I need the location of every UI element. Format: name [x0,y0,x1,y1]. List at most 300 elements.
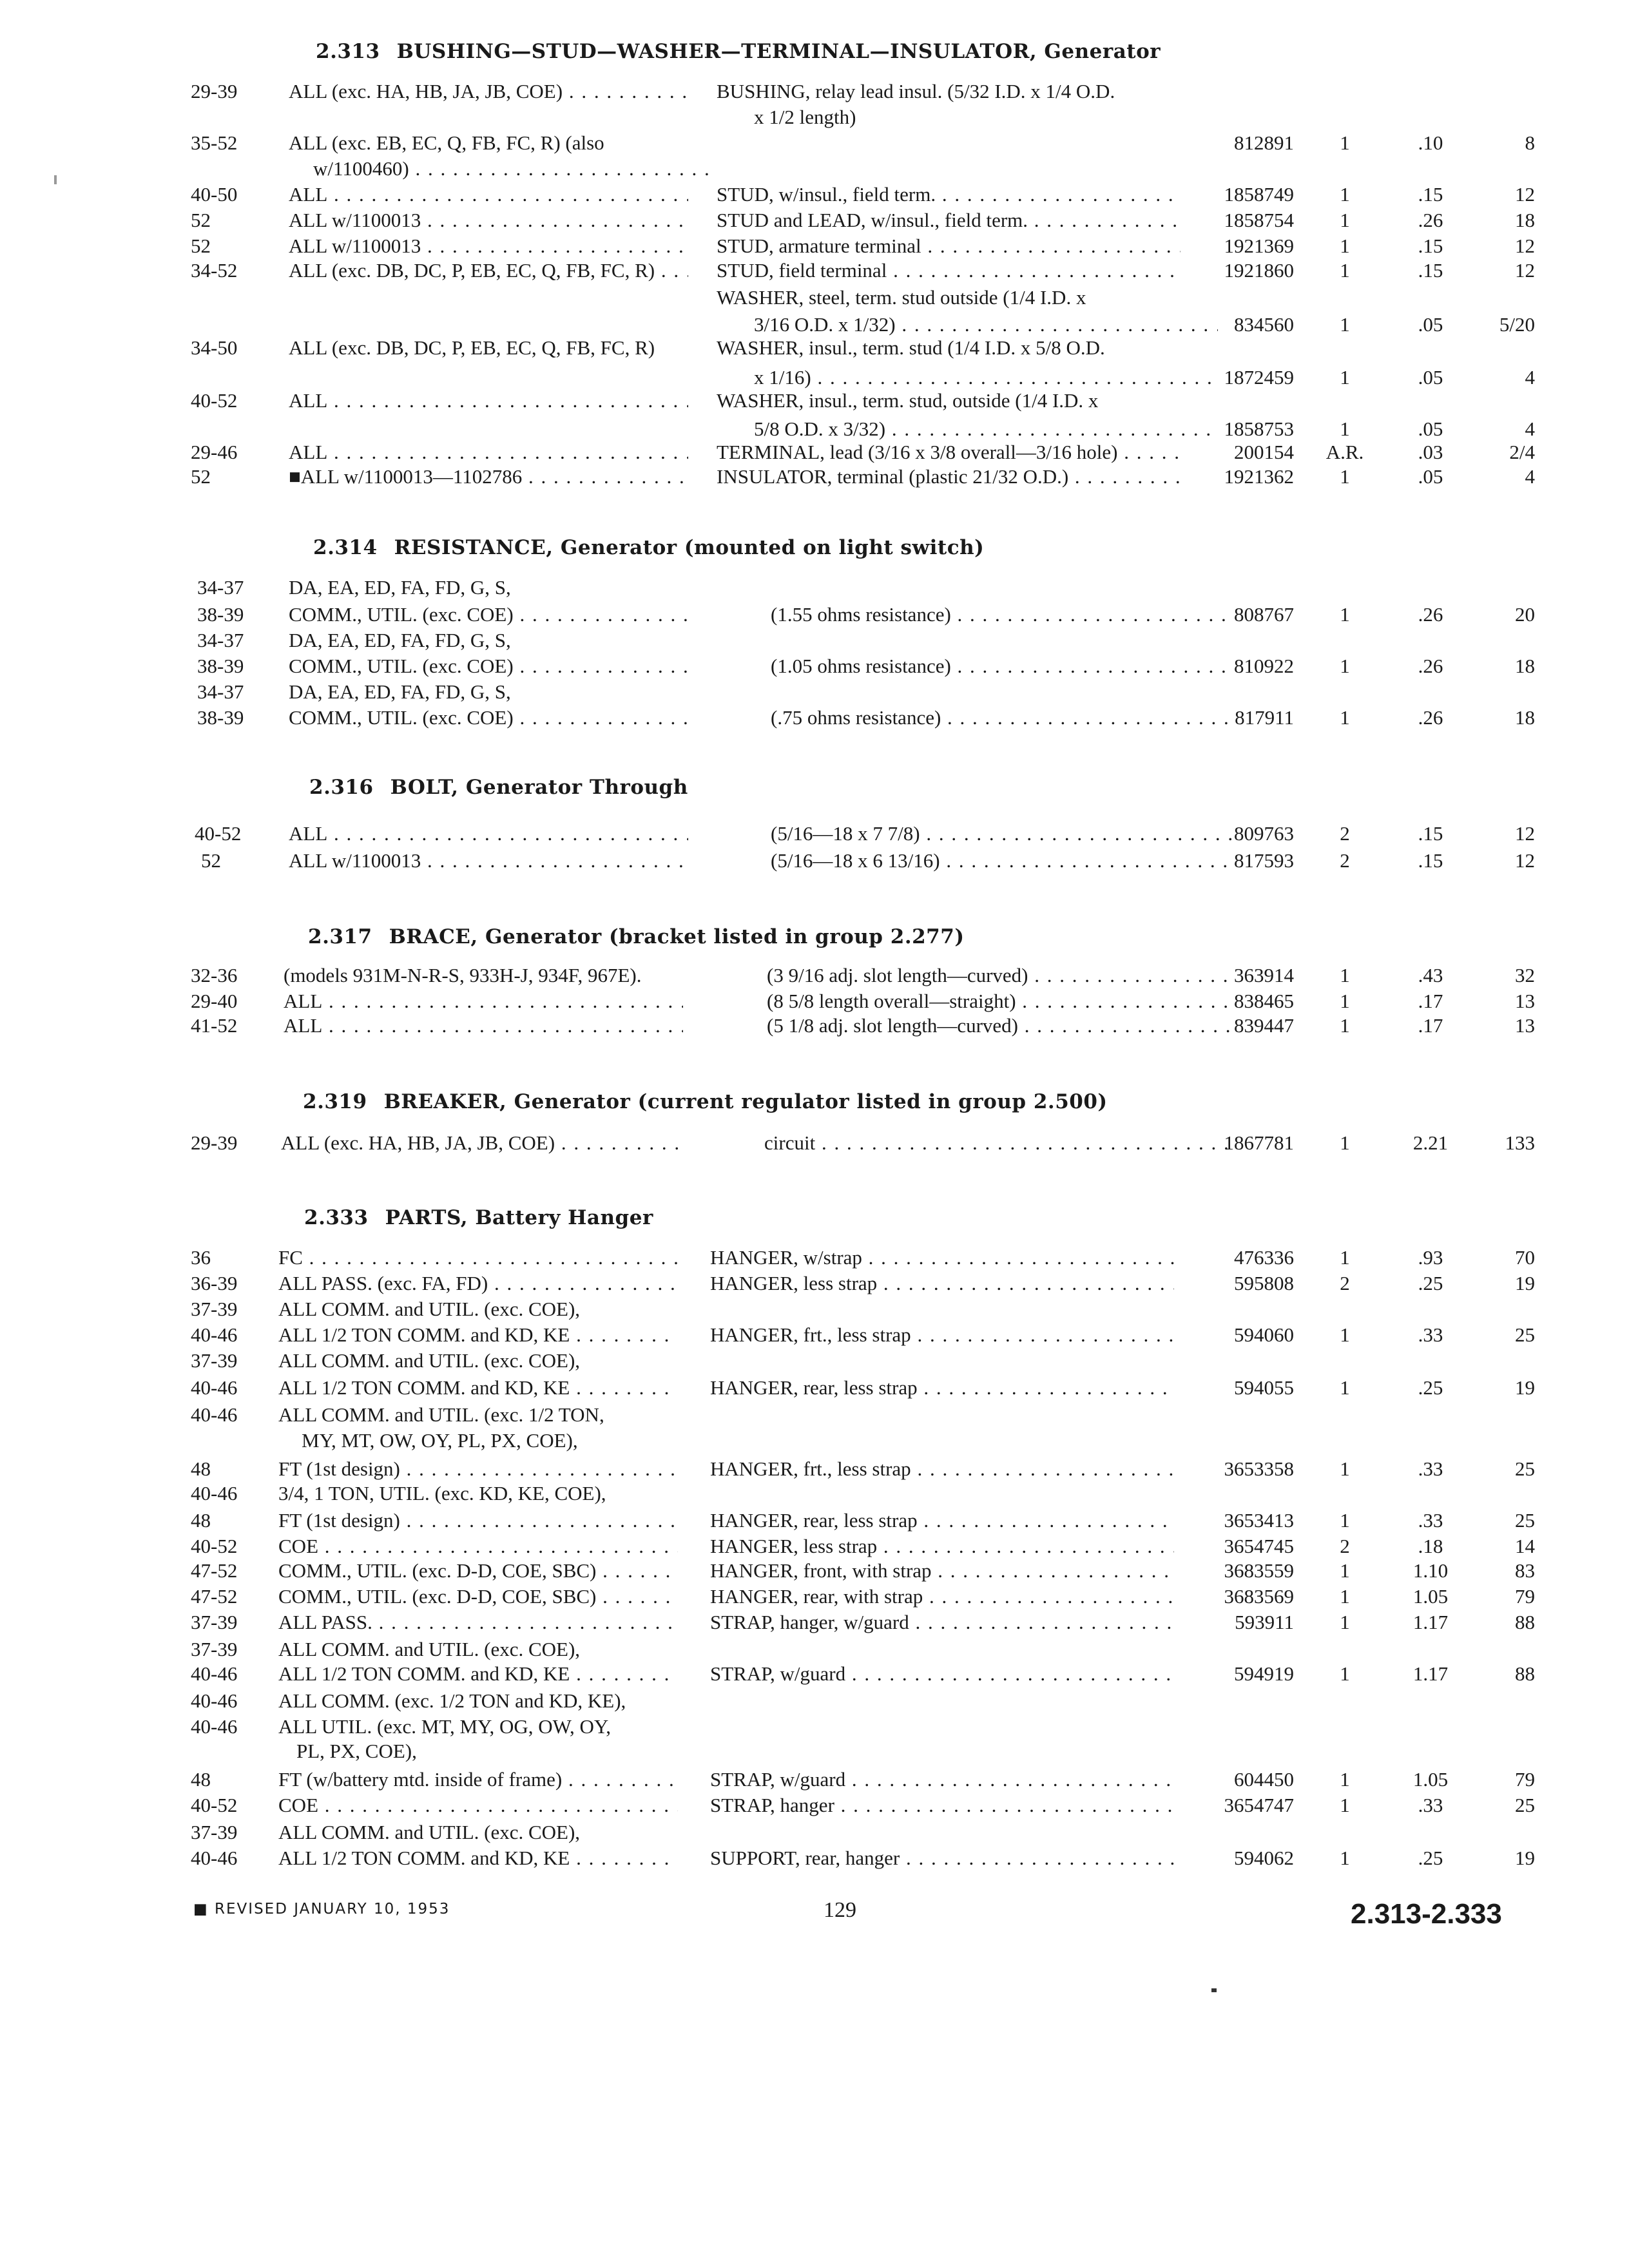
model-applicability: MY, MT, OW, OY, PL, PX, COE), [302,1429,578,1452]
table-row [0,706,1629,732]
price: 2.21 [1412,1131,1449,1154]
part-description: STRAP, w/guard . . . [710,1662,1174,1686]
year-range: 40-52 [191,1535,238,1557]
price: .05 [1418,418,1443,440]
section-heading: RESISTANCE, Generator (mounted on light switch) [394,536,985,559]
model-applicability: ALL . . . [284,990,683,1013]
quantity: 1 [1340,1131,1350,1154]
part-description: 3/16 O.D. x 1/32) . . . [754,313,1218,336]
model-applicability: ALL w/1100013 . . . [289,235,688,258]
list-price: 79 [1515,1768,1535,1791]
quantity: 1 [1340,209,1350,231]
model-applicability: 3/4, 1 TON, UTIL. (exc. KD, KE, COE), [278,1482,606,1504]
part-description: HANGER, front, with strap . . . [710,1559,1174,1582]
part-number: 200154 [1234,441,1294,463]
price: .05 [1418,465,1443,488]
model-applicability: ALL PASS. . . . [278,1611,678,1634]
part-number: 1921362 [1224,465,1294,488]
year-range: 38-39 [197,655,244,677]
part-number: 1858754 [1224,209,1294,231]
quantity: 1 [1340,603,1350,626]
list-price: 8 [1525,131,1535,154]
revision-marker: ■ [193,1901,209,1917]
table-row [0,286,1629,312]
price: .25 [1418,1847,1443,1869]
model-applicability: ALL . . . [289,441,688,464]
part-description: INSULATOR, terminal (plastic 21/32 O.D.) . . . [717,465,1181,488]
table-row [0,209,1629,235]
year-range: 40-46 [191,1482,238,1504]
year-range: 40-46 [191,1323,238,1346]
table-row [0,576,1629,602]
model-applicability: ALL w/1100013 . . . [289,209,688,232]
price: .26 [1418,603,1443,626]
part-description: (5 1/8 adj. slot length—curved) . . . [767,1014,1231,1037]
section-heading: BREAKER, Generator (current regulator listed in group 2.500) [383,1090,1108,1113]
price: .18 [1418,1535,1443,1557]
part-number: 1858753 [1224,418,1294,440]
part-number: 3653358 [1224,1457,1294,1480]
section-number: 2.333 [304,1206,369,1229]
price: .15 [1418,183,1443,206]
year-range: 40-50 [191,183,238,206]
part-number: 3654745 [1224,1535,1294,1557]
part-number: 3654747 [1224,1794,1294,1816]
part-description: STUD, armature terminal . . . [717,235,1181,258]
list-price: 18 [1515,706,1535,729]
table-row [0,465,1629,491]
part-number: 834560 [1234,313,1294,336]
part-description: HANGER, w/strap . . . [710,1246,1174,1269]
model-applicability: ALL w/1100013 . . . [289,849,688,872]
price: .15 [1418,822,1443,845]
part-description: (5/16—18 x 6 13/16) . . . [771,849,1235,872]
quantity: 2 [1340,1272,1350,1294]
year-range: 37-39 [191,1611,238,1633]
list-price: 19 [1515,1272,1535,1294]
part-number: 817593 [1234,849,1294,872]
model-applicability: ■ALL w/1100013—1102786 . . . [289,465,688,488]
revision-date: REVISED JANUARY 10, 1953 [215,1901,450,1917]
year-range: 29-46 [191,441,238,463]
model-applicability: DA, EA, ED, FA, FD, G, S, [289,576,511,599]
table-row [0,1246,1629,1272]
table-row [0,990,1629,1015]
table-row [0,680,1629,706]
table-row [0,1740,1629,1765]
model-applicability: ALL . . . [289,389,688,412]
year-range: 38-39 [197,706,244,729]
price: .03 [1418,441,1443,463]
quantity: 1 [1340,706,1350,729]
quantity: 1 [1340,1847,1350,1869]
model-applicability: FT (1st design) . . . [278,1457,678,1481]
quantity: 1 [1340,1768,1350,1791]
year-range: 38-39 [197,603,244,626]
list-price: 25 [1515,1509,1535,1532]
quantity: 1 [1340,465,1350,488]
part-description: STRAP, w/guard . . . [710,1768,1174,1791]
table-row [0,1794,1629,1820]
model-applicability: w/1100460) . . . [313,157,713,180]
table-row [0,849,1629,875]
section-number: 2.316 [309,776,374,799]
quantity: 1 [1340,1376,1350,1399]
table-row [0,629,1629,655]
model-applicability: ALL 1/2 TON COMM. and KD, KE . . . [278,1662,678,1686]
list-price: 2/4 [1509,441,1535,463]
quantity: 1 [1340,990,1350,1012]
page-group-range: 2.313-2.333 [1351,1898,1502,1930]
quantity: 1 [1340,1323,1350,1346]
part-number: 594060 [1234,1323,1294,1346]
list-price: 12 [1515,849,1535,872]
table-row [0,1662,1629,1688]
part-description: HANGER, rear, less strap . . . [710,1376,1174,1399]
table-row [0,1638,1629,1664]
section-title [303,1090,1108,1113]
model-applicability: ALL 1/2 TON COMM. and KD, KE . . . [278,1323,678,1347]
model-applicability: COMM., UTIL. (exc. D-D, COE, SBC) . . . [278,1585,678,1608]
list-price: 4 [1525,366,1535,389]
quantity: 2 [1340,849,1350,872]
year-range: 32-36 [191,964,238,986]
part-number: 604450 [1234,1768,1294,1791]
price: .26 [1418,655,1443,677]
list-price: 19 [1515,1376,1535,1399]
part-number: 594055 [1234,1376,1294,1399]
table-row [0,822,1629,848]
list-price: 12 [1515,235,1535,257]
quantity: 1 [1340,1509,1350,1532]
price: .26 [1418,209,1443,231]
year-range: 47-52 [191,1559,238,1582]
price: 1.17 [1412,1611,1449,1633]
model-applicability: DA, EA, ED, FA, FD, G, S, [289,680,511,703]
section-heading: BOLT, Generator Through [390,776,688,799]
price: .17 [1418,990,1443,1012]
model-applicability: ALL (exc. HA, HB, JA, JB, COE) . . . [281,1131,680,1155]
list-price: 83 [1515,1559,1535,1582]
table-row [0,1611,1629,1637]
price: .15 [1418,235,1443,257]
section-title [313,536,984,559]
year-range: 29-39 [191,80,238,102]
model-applicability: FT (w/battery mtd. inside of frame) . . . [278,1768,678,1791]
price: 1.10 [1412,1559,1449,1582]
part-description: (1.55 ohms resistance) . . . [771,603,1235,626]
table-row [0,1689,1629,1715]
price: .15 [1418,259,1443,282]
section-number: 2.319 [303,1090,367,1113]
table-row [0,1457,1629,1483]
part-number: 1872459 [1224,366,1294,389]
model-applicability: FT (1st design) . . . [278,1509,678,1532]
model-applicability: ALL PASS. (exc. FA, FD) . . . [278,1272,678,1295]
list-price: 79 [1515,1585,1535,1608]
year-range: 36 [191,1246,211,1269]
table-row [0,1376,1629,1402]
model-applicability: ALL COMM. and UTIL. (exc. COE), [278,1349,581,1372]
part-number: 817911 [1235,706,1294,729]
part-description: STUD and LEAD, w/insul., field term. . . . [717,209,1181,232]
year-range: 52 [191,209,211,231]
year-range: 34-37 [197,680,244,703]
quantity: 1 [1340,1794,1350,1816]
quantity: 1 [1340,235,1350,257]
price: .25 [1418,1272,1443,1294]
table-row [0,1509,1629,1535]
list-price: 20 [1515,603,1535,626]
year-range: 29-39 [191,1131,238,1154]
table-row [0,603,1629,629]
part-number: 810922 [1234,655,1294,677]
year-range: 34-50 [191,336,238,359]
year-range: 34-37 [197,629,244,651]
year-range: 37-39 [191,1821,238,1843]
year-range: 48 [191,1509,211,1532]
quantity: 2 [1340,822,1350,845]
year-range: 40-46 [191,1376,238,1399]
part-description: HANGER, frt., less strap . . . [710,1323,1174,1347]
part-description: STRAP, hanger . . . [710,1794,1174,1817]
year-range: 47-52 [191,1585,238,1608]
table-row [0,655,1629,680]
part-description: (8 5/8 length overall—straight) . . . [767,990,1231,1013]
year-range: 40-46 [191,1689,238,1712]
quantity: 1 [1340,655,1350,677]
price: .05 [1418,366,1443,389]
part-number: 3683559 [1224,1559,1294,1582]
list-price: 19 [1515,1847,1535,1869]
year-range: 52 [191,465,211,488]
year-range: 34-52 [191,259,238,282]
list-price: 70 [1515,1246,1535,1269]
year-range: 40-52 [191,1794,238,1816]
part-description: BUSHING, relay lead insul. (5/32 I.D. x 1/4 O.D. [717,80,1115,102]
page-number: 129 [824,1898,856,1922]
quantity: 1 [1340,183,1350,206]
part-number: 839447 [1234,1014,1294,1037]
model-applicability: ALL . . . [289,183,688,206]
price: .33 [1418,1323,1443,1346]
list-price: 88 [1515,1662,1535,1685]
section-title [304,1206,653,1229]
year-range: 36-39 [191,1272,238,1294]
model-applicability: COE . . . [278,1794,678,1817]
part-number: 1858749 [1224,183,1294,206]
model-applicability: COMM., UTIL. (exc. COE) . . . [289,706,688,729]
section-title [308,925,965,948]
quantity: 1 [1340,1246,1350,1269]
part-number: 363914 [1234,964,1294,986]
table-row [0,106,1629,131]
model-applicability: ALL COMM. and UTIL. (exc. 1/2 TON, [278,1403,604,1426]
quantity: 1 [1340,1662,1350,1685]
part-description: HANGER, frt., less strap . . . [710,1457,1174,1481]
part-description: STRAP, hanger, w/guard . . . [710,1611,1174,1634]
year-range: 37-39 [191,1298,238,1320]
table-row [0,418,1629,443]
model-applicability: DA, EA, ED, FA, FD, G, S, [289,629,511,651]
model-applicability: COE . . . [278,1535,678,1558]
quantity: A.R. [1325,441,1364,463]
model-applicability: ALL (exc. EB, EC, Q, FB, FC, R) (also [289,131,604,154]
part-description: WASHER, insul., term. stud (1/4 I.D. x 5/8 O.D. [717,336,1105,359]
table-row [0,1535,1629,1561]
part-description: x 1/2 length) [754,106,856,128]
part-number: 808767 [1234,603,1294,626]
model-applicability: ALL COMM. and UTIL. (exc. COE), [278,1298,581,1320]
table-row [0,336,1629,362]
price: .10 [1418,131,1443,154]
price: 1.17 [1412,1662,1449,1685]
section-title [316,40,1161,63]
part-number: 812891 [1234,131,1294,154]
model-applicability: ALL . . . [284,1014,683,1037]
part-number: 594919 [1234,1662,1294,1685]
year-range: 52 [191,235,211,257]
list-price: 13 [1515,990,1535,1012]
year-range: 40-46 [191,1662,238,1685]
model-applicability: ALL (exc. HA, HB, JA, JB, COE) . . . [289,80,688,103]
list-price: 32 [1515,964,1535,986]
part-number: 594062 [1234,1847,1294,1869]
part-description: (3 9/16 adj. slot length—curved) . . . [767,964,1231,987]
price: .26 [1418,706,1443,729]
year-range: 34-37 [197,576,244,599]
table-row [0,441,1629,466]
part-description: (5/16—18 x 7 7/8) . . . [771,822,1235,845]
part-description: (1.05 ohms resistance) . . . [771,655,1235,678]
price: .43 [1418,964,1443,986]
year-range: 52 [201,849,221,872]
part-number: 1921369 [1224,235,1294,257]
table-row [0,183,1629,209]
table-row [0,1482,1629,1508]
part-description: HANGER, rear, with strap . . . [710,1585,1174,1608]
price: .93 [1418,1246,1443,1269]
part-description: WASHER, steel, term. stud outside (1/4 I.D. x [717,286,1086,309]
table-row [0,1847,1629,1872]
part-number: 1921860 [1224,259,1294,282]
quantity: 1 [1340,1585,1350,1608]
scan-speck [1211,1988,1217,1992]
part-description: TERMINAL, lead (3/16 x 3/8 overall—3/16 hole) . . . [717,441,1181,464]
part-description: STUD, field terminal . . . [717,259,1181,282]
part-number: 809763 [1234,822,1294,845]
price: .25 [1418,1376,1443,1399]
part-description: STUD, w/insul., field term. . . . [717,183,1181,206]
list-price: 13 [1515,1014,1535,1037]
table-row [0,1429,1629,1455]
table-row [0,80,1629,106]
quantity: 1 [1340,418,1350,440]
price: .05 [1418,313,1443,336]
list-price: 25 [1515,1457,1535,1480]
year-range: 35-52 [191,131,238,154]
list-price: 88 [1515,1611,1535,1633]
list-price: 18 [1515,655,1535,677]
price: .15 [1418,849,1443,872]
model-applicability: ALL (exc. DB, DC, P, EB, EC, Q, FB, FC, R) . . . [289,259,688,282]
table-row [0,157,1629,183]
table-row [0,1585,1629,1611]
quantity: 1 [1340,313,1350,336]
part-description: 5/8 O.D. x 3/32) . . . [754,418,1218,441]
table-row [0,131,1629,157]
part-description: circuit . . . [764,1131,1228,1155]
price: .17 [1418,1014,1443,1037]
list-price: 4 [1525,465,1535,488]
part-description: HANGER, less strap . . . [710,1535,1174,1558]
table-row [0,1559,1629,1585]
year-range: 29-40 [191,990,238,1012]
model-applicability: FC . . . [278,1246,678,1269]
model-applicability: ALL COMM. (exc. 1/2 TON and KD, KE), [278,1689,626,1712]
revision-note [193,1901,450,1917]
price: .33 [1418,1509,1443,1532]
table-row [0,1715,1629,1741]
table-row [0,366,1629,392]
table-row [0,1014,1629,1040]
quantity: 1 [1340,1457,1350,1480]
model-applicability: ALL UTIL. (exc. MT, MY, OG, OW, OY, [278,1715,612,1738]
list-price: 133 [1505,1131,1535,1154]
list-price: 14 [1515,1535,1535,1557]
year-range: 40-46 [191,1847,238,1869]
part-description: WASHER, insul., term. stud, outside (1/4 I.D. x [717,389,1099,412]
model-applicability: ALL (exc. DB, DC, P, EB, EC, Q, FB, FC, R) [289,336,655,359]
table-row [0,964,1629,990]
year-range: 48 [191,1768,211,1791]
part-number: 593911 [1235,1611,1294,1633]
section-number: 2.313 [316,40,380,63]
section-heading: PARTS, Battery Hanger [385,1206,653,1229]
table-row [0,313,1629,339]
list-price: 12 [1515,259,1535,282]
model-applicability: ALL COMM. and UTIL. (exc. COE), [278,1638,581,1660]
year-range: 40-46 [191,1715,238,1738]
year-range: 41-52 [191,1014,238,1037]
table-row [0,259,1629,285]
part-number: 3683569 [1224,1585,1294,1608]
part-number: 3653413 [1224,1509,1294,1532]
part-description: HANGER, less strap . . . [710,1272,1174,1295]
year-range: 37-39 [191,1638,238,1660]
model-applicability: COMM., UTIL. (exc. COE) . . . [289,655,688,678]
list-price: 5/20 [1499,313,1535,336]
table-row [0,1821,1629,1847]
year-range: 37-39 [191,1349,238,1372]
price: .33 [1418,1794,1443,1816]
model-applicability: ALL 1/2 TON COMM. and KD, KE . . . [278,1847,678,1870]
section-number: 2.317 [308,925,372,948]
model-applicability: ALL 1/2 TON COMM. and KD, KE . . . [278,1376,678,1399]
table-row [0,1272,1629,1298]
quantity: 1 [1340,1014,1350,1037]
table-row [0,1323,1629,1349]
model-applicability: COMM., UTIL. (exc. D-D, COE, SBC) . . . [278,1559,678,1582]
part-number: 476336 [1234,1246,1294,1269]
list-price: 25 [1515,1794,1535,1816]
quantity: 1 [1340,1559,1350,1582]
quantity: 1 [1340,131,1350,154]
quantity: 2 [1340,1535,1350,1557]
model-applicability: (models 931M-N-R-S, 933H-J, 934F, 967E). [284,964,642,986]
section-heading: BUSHING—STUD—WASHER—TERMINAL—INSULATOR, Generator [396,40,1161,63]
table-row [0,389,1629,415]
